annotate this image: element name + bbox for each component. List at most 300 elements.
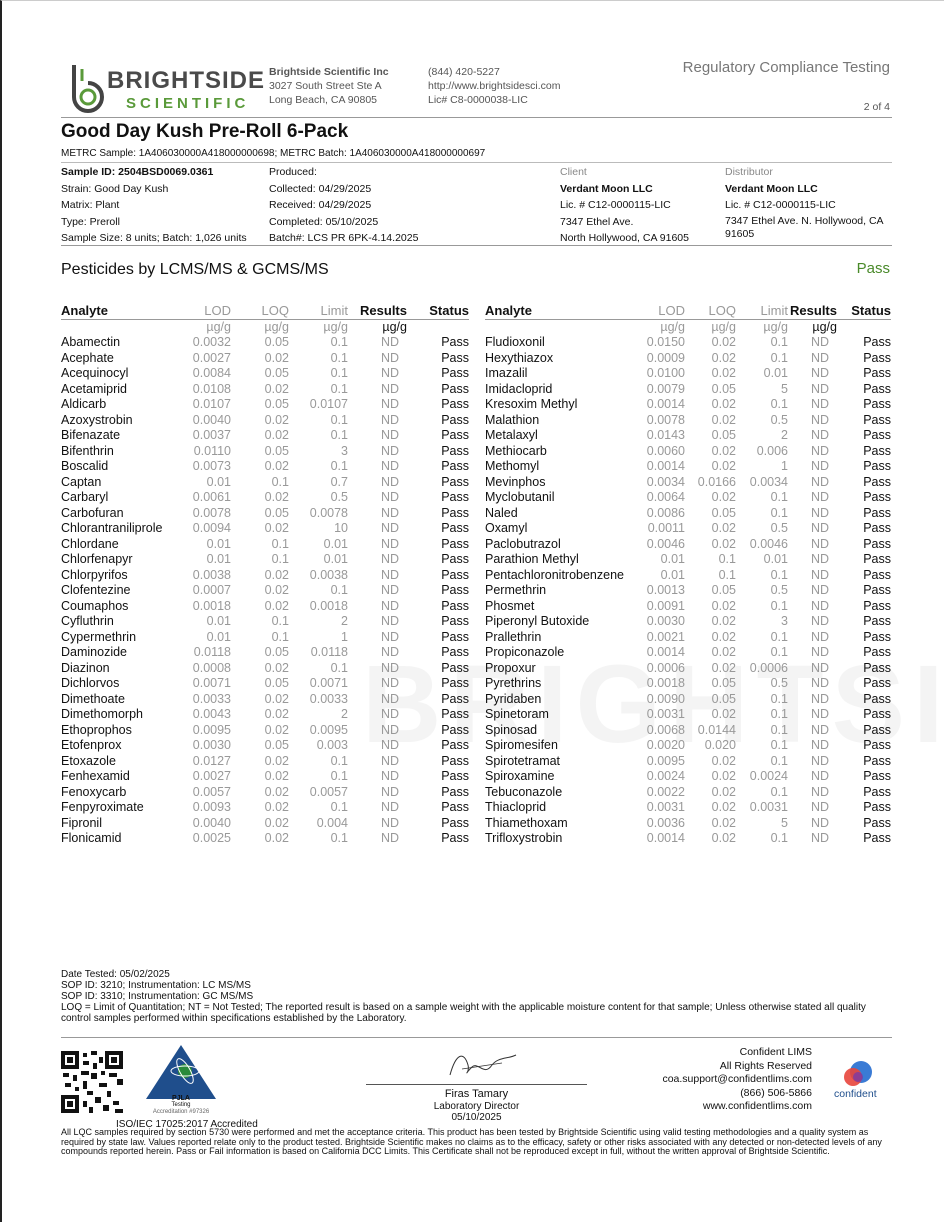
- cell-status: Pass: [863, 335, 891, 349]
- cell-result: ND: [810, 505, 829, 520]
- table-row: [485, 428, 891, 444]
- lims-info: [662, 1046, 812, 1114]
- cell-analyte: Parathion Methyl: [485, 552, 579, 566]
- cell-result: ND: [810, 722, 829, 737]
- cell-analyte: Malathion: [485, 412, 540, 427]
- cell-analyte: Propiconazole: [485, 645, 565, 659]
- cell-lod: 0.0032: [192, 335, 231, 349]
- cell-result: ND: [810, 397, 829, 411]
- sample-size: Sample Size: 8 units; Batch: 1,026 units: [61, 232, 247, 244]
- cell-result: ND: [380, 598, 399, 613]
- signer-block: [366, 1089, 587, 1124]
- cell-loq: 0.02: [264, 784, 289, 799]
- cell-analyte: Myclobutanil: [485, 490, 555, 504]
- cell-lod: 0.0110: [193, 443, 231, 458]
- distributor-name: Verdant Moon LLC: [725, 182, 818, 195]
- cell-result: ND: [380, 412, 399, 427]
- cell-loq: 0.05: [264, 738, 289, 752]
- cell-analyte: Fenhexamid: [61, 769, 130, 783]
- cell-limit: 0.5: [330, 490, 348, 504]
- cell-loq: 0.02: [711, 645, 736, 659]
- table-row: [485, 676, 891, 692]
- cell-result: ND: [380, 815, 399, 830]
- cell-status: Pass: [441, 567, 469, 582]
- cell-result: ND: [380, 443, 399, 458]
- cell-loq: 0.05: [264, 366, 289, 380]
- cell-limit: 0.01: [763, 552, 788, 566]
- cell-loq: 0.1: [271, 552, 289, 566]
- title-divider: [61, 162, 892, 163]
- cell-lod: 0.0014: [646, 459, 685, 473]
- sample-strain: Strain: Good Day Kush: [61, 182, 169, 195]
- table-row: [485, 506, 891, 522]
- cell-result: ND: [810, 567, 829, 582]
- table-row: [61, 738, 469, 754]
- cell-loq: 0.02: [711, 366, 736, 380]
- cell-lod: 0.0014: [646, 397, 685, 411]
- cell-limit: 0.1: [330, 366, 348, 380]
- cell-lod: 0.0061: [192, 490, 231, 504]
- cell-loq: 0.02: [264, 660, 289, 675]
- cell-lod: 0.0064: [646, 490, 685, 504]
- cell-status: Pass: [863, 753, 891, 768]
- cell-analyte: Fipronil: [61, 815, 102, 830]
- cell-status: Pass: [441, 738, 469, 752]
- pesticide-table-right: [485, 303, 891, 847]
- cell-loq: 0.0144: [697, 722, 736, 737]
- cell-analyte: Coumaphos: [61, 598, 129, 613]
- cell-status: Pass: [441, 474, 469, 489]
- cell-analyte: Permethrin: [485, 583, 547, 597]
- cell-loq: 0.05: [264, 443, 289, 458]
- cell-limit: 0.003: [316, 738, 348, 752]
- cell-analyte: Carbaryl: [61, 490, 109, 504]
- cell-result: ND: [380, 350, 399, 365]
- cell-status: Pass: [863, 800, 891, 814]
- cell-limit: 0.1: [770, 753, 788, 768]
- logo-wordmark-bottom: SCIENTIFIC: [126, 95, 250, 112]
- unit-results: µg/g: [382, 319, 407, 334]
- cell-analyte: Phosmet: [485, 598, 535, 613]
- lims-email[interactable]: coa.support@confidentlims.com: [662, 1073, 812, 1085]
- cell-status: Pass: [441, 660, 469, 675]
- col-lod: LOD: [204, 303, 231, 318]
- cell-lod: 0.0034: [646, 474, 685, 489]
- cell-analyte: Hexythiazox: [485, 350, 554, 365]
- cell-status: Pass: [441, 800, 469, 814]
- cell-status: Pass: [441, 629, 469, 644]
- signer-title: Laboratory Director: [433, 1100, 520, 1112]
- cell-analyte: Trifloxystrobin: [485, 831, 563, 845]
- cell-loq: 0.1: [271, 536, 289, 551]
- cell-loq: 0.05: [264, 676, 289, 690]
- cell-status: Pass: [863, 505, 891, 520]
- cell-loq: 0.02: [711, 831, 736, 845]
- cell-result: ND: [810, 459, 829, 473]
- unit-limit: µg/g: [323, 319, 348, 334]
- cell-lod: 0.01: [206, 552, 231, 566]
- table-row: [485, 661, 891, 677]
- pjla-label: PJLA: [172, 1095, 190, 1102]
- table-row: [485, 816, 891, 832]
- cell-status: Pass: [863, 381, 891, 396]
- cell-loq: 0.02: [264, 815, 289, 830]
- cell-lod: 0.0038: [192, 567, 231, 582]
- table-row: [61, 707, 469, 723]
- unit-lod: µg/g: [206, 319, 231, 334]
- cell-limit: 0.1: [770, 490, 788, 504]
- cell-loq: 0.02: [264, 722, 289, 737]
- table-row: [61, 614, 469, 630]
- table-row: [61, 397, 469, 413]
- table-row: [61, 475, 469, 491]
- cell-result: ND: [380, 505, 399, 520]
- cell-analyte: Pentachloronitrobenzene: [485, 567, 624, 582]
- cell-limit: 0.1: [330, 831, 348, 845]
- cell-result: ND: [810, 474, 829, 489]
- cell-analyte: Naled: [485, 505, 518, 520]
- cell-status: Pass: [441, 459, 469, 473]
- cell-status: Pass: [863, 459, 891, 473]
- unit-spacer: [485, 319, 637, 335]
- cell-lod: 0.0057: [192, 784, 231, 799]
- cell-limit: 0.1: [330, 660, 348, 675]
- report-type: Regulatory Compliance Testing: [682, 59, 890, 76]
- cell-lod: 0.0024: [646, 769, 685, 783]
- cell-loq: 0.05: [711, 583, 736, 597]
- cell-limit: 0.006: [756, 443, 788, 458]
- cell-result: ND: [810, 412, 829, 427]
- cell-loq: 0.05: [711, 676, 736, 690]
- cell-loq: 0.02: [264, 490, 289, 504]
- table-row: [485, 459, 891, 475]
- cell-loq: 0.05: [264, 505, 289, 520]
- sop-lcms: SOP ID: 3210; Instrumentation: LC MS/MS: [61, 980, 251, 991]
- cell-limit: 0.1: [330, 412, 348, 427]
- cell-limit: 0.1: [770, 505, 788, 520]
- cell-loq: 0.1: [718, 552, 736, 566]
- qr-code-icon: [61, 1051, 123, 1113]
- cell-limit: 0.0031: [749, 800, 788, 814]
- cell-analyte: Clofentezine: [61, 583, 131, 597]
- cell-loq: 0.02: [711, 784, 736, 799]
- distributor-address2: 91605: [725, 227, 755, 240]
- table-row: [485, 800, 891, 816]
- cell-limit: 0.004: [316, 815, 348, 830]
- table-row: [485, 444, 891, 460]
- client-info: [560, 164, 689, 247]
- cell-lod: 0.0071: [192, 676, 231, 690]
- cell-result: ND: [380, 583, 399, 597]
- table-row: [485, 645, 891, 661]
- unit-loq: µg/g: [264, 319, 289, 334]
- cell-lod: 0.0060: [646, 443, 685, 458]
- lims-website[interactable]: www.confidentlims.com: [702, 1100, 812, 1112]
- cell-limit: 0.1: [330, 769, 348, 783]
- cell-result: ND: [810, 707, 829, 721]
- cell-analyte: Kresoxim Methyl: [485, 397, 578, 411]
- cell-limit: 0.1: [330, 350, 348, 365]
- cell-analyte: Cyfluthrin: [61, 614, 114, 628]
- cell-loq: 0.05: [711, 505, 736, 520]
- unit-lod: µg/g: [660, 319, 685, 334]
- cell-status: Pass: [441, 831, 469, 845]
- cell-lod: 0.0030: [646, 614, 685, 628]
- cell-loq: 0.02: [711, 459, 736, 473]
- cell-result: ND: [810, 676, 829, 690]
- cell-loq: 0.1: [271, 629, 289, 644]
- cell-limit: 1: [781, 459, 788, 473]
- cell-analyte: Bifenthrin: [61, 443, 114, 458]
- cell-result: ND: [380, 428, 399, 442]
- cell-result: ND: [380, 722, 399, 737]
- table-row: [61, 800, 469, 816]
- cell-loq: 0.02: [264, 350, 289, 365]
- sign-date: 05/10/2025: [451, 1112, 502, 1123]
- client-label: Client: [560, 166, 587, 178]
- unit-results: µg/g: [812, 319, 837, 334]
- cell-loq: 0.05: [711, 428, 736, 442]
- signer-name: Firas Tamary: [444, 1088, 509, 1100]
- cell-analyte: Fenoxycarb: [61, 784, 127, 799]
- cell-loq: 0.02: [264, 753, 289, 768]
- cell-lod: 0.0079: [646, 381, 685, 396]
- cell-lod: 0.0073: [192, 459, 231, 473]
- cell-analyte: Etofenprox: [61, 738, 122, 752]
- col-results: Results: [360, 303, 407, 318]
- cell-analyte: Flonicamid: [61, 831, 122, 845]
- cell-limit: 0.5: [770, 583, 788, 597]
- cell-limit: 0.1: [330, 800, 348, 814]
- cell-limit: 0.1: [330, 428, 348, 442]
- cell-analyte: Carbofuran: [61, 505, 124, 520]
- cell-status: Pass: [441, 505, 469, 520]
- cell-loq: 0.02: [264, 769, 289, 783]
- unit-limit: µg/g: [763, 319, 788, 334]
- table-row: [485, 614, 891, 630]
- cell-result: ND: [810, 552, 829, 566]
- cell-lod: 0.0018: [192, 598, 231, 613]
- cell-lod: 0.01: [660, 552, 685, 566]
- cell-limit: 3: [341, 443, 348, 458]
- lab-website[interactable]: http://www.brightsidesci.com: [428, 80, 561, 92]
- confident-logo-icon: [840, 1059, 878, 1089]
- cell-status: Pass: [441, 366, 469, 380]
- cell-lod: 0.0014: [646, 831, 685, 845]
- cell-limit: 0.1: [770, 629, 788, 644]
- cell-status: Pass: [441, 397, 469, 411]
- cell-result: ND: [810, 536, 829, 551]
- table-row: [485, 351, 891, 367]
- cell-lod: 0.0068: [646, 722, 685, 737]
- table-row: [485, 583, 891, 599]
- client-address2: North Hollywood, CA 91605: [560, 232, 689, 244]
- cell-status: Pass: [863, 598, 891, 613]
- lims-rights: All Rights Reserved: [719, 1059, 812, 1072]
- cell-loq: 0.0166: [697, 474, 736, 489]
- cell-lod: 0.0086: [646, 505, 685, 520]
- cell-lod: 0.0043: [192, 707, 231, 721]
- cell-result: ND: [380, 676, 399, 690]
- table-row: [61, 785, 469, 801]
- cell-analyte: Aldicarb: [61, 397, 107, 411]
- cell-status: Pass: [863, 629, 891, 644]
- cell-analyte: Chlorantraniliprole: [61, 521, 163, 535]
- cell-result: ND: [380, 769, 399, 783]
- pjla-accreditation-logo-icon: [144, 1043, 218, 1101]
- cell-loq: 0.02: [711, 800, 736, 814]
- cell-analyte: Spiroxamine: [485, 769, 555, 783]
- cell-result: ND: [810, 800, 829, 814]
- cell-loq: 0.02: [264, 831, 289, 845]
- cell-limit: 0.1: [330, 335, 348, 349]
- cell-limit: 0.0034: [749, 474, 788, 489]
- cell-limit: 0.0057: [309, 784, 348, 799]
- cell-status: Pass: [441, 598, 469, 613]
- table-row: [485, 630, 891, 646]
- cell-status: Pass: [863, 784, 891, 799]
- cell-analyte: Propoxur: [485, 660, 536, 675]
- cell-analyte: Azoxystrobin: [61, 412, 133, 427]
- cell-status: Pass: [863, 474, 891, 489]
- table-row: [485, 413, 891, 429]
- cell-status: Pass: [863, 552, 891, 566]
- distributor-info: [725, 164, 895, 240]
- cell-status: Pass: [441, 490, 469, 504]
- cell-analyte: Methomyl: [485, 459, 540, 473]
- cell-loq: 0.02: [711, 412, 736, 427]
- cell-status: Pass: [441, 722, 469, 737]
- cell-lod: 0.0020: [646, 738, 685, 752]
- cell-result: ND: [380, 738, 399, 752]
- iso-accreditation: ISO/IEC 17025:2017 Accredited: [116, 1119, 258, 1130]
- distributor-license: Lic. # C12-0000115-LIC: [725, 199, 836, 211]
- cell-limit: 0.01: [763, 366, 788, 380]
- cell-lod: 0.0011: [647, 521, 685, 535]
- cell-loq: 0.02: [264, 598, 289, 613]
- cell-loq: 0.02: [264, 707, 289, 721]
- brightside-logo-icon: [66, 61, 106, 117]
- cell-limit: 0.1: [330, 583, 348, 597]
- cell-loq: 0.02: [711, 629, 736, 644]
- cell-limit: 0.1: [770, 707, 788, 721]
- table-row: [61, 351, 469, 367]
- table-row: [485, 382, 891, 398]
- cell-loq: 0.02: [264, 381, 289, 396]
- cell-status: Pass: [863, 676, 891, 690]
- cell-result: ND: [810, 629, 829, 644]
- cell-analyte: Imidacloprid: [485, 381, 553, 396]
- cell-result: ND: [810, 381, 829, 396]
- cell-status: Pass: [863, 490, 891, 504]
- cell-analyte: Tebuconazole: [485, 784, 563, 799]
- cell-status: Pass: [863, 691, 891, 706]
- cell-result: ND: [810, 784, 829, 799]
- cell-limit: 0.0107: [309, 397, 348, 411]
- lims-name: Confident LIMS: [739, 1046, 812, 1058]
- cell-status: Pass: [441, 614, 469, 628]
- cell-analyte: Captan: [61, 474, 102, 489]
- sample-type: Type: Preroll: [61, 215, 120, 228]
- table-row: [485, 723, 891, 739]
- received-date: Received: 04/29/2025: [269, 199, 372, 211]
- cell-result: ND: [810, 598, 829, 613]
- table-row: [61, 459, 469, 475]
- cell-analyte: Acetamiprid: [61, 381, 127, 396]
- table-row: [61, 366, 469, 382]
- cell-lod: 0.0033: [192, 691, 231, 706]
- table-row: [485, 738, 891, 754]
- cell-result: ND: [810, 443, 829, 458]
- cell-lod: 0.0031: [646, 800, 685, 814]
- cell-lod: 0.0127: [192, 753, 231, 768]
- cell-status: Pass: [863, 769, 891, 783]
- cell-status: Pass: [441, 691, 469, 706]
- cell-limit: 0.0024: [749, 769, 788, 783]
- cell-result: ND: [380, 474, 399, 489]
- notes-divider: [61, 1037, 892, 1038]
- cell-analyte: Acequinocyl: [61, 366, 129, 380]
- cell-lod: 0.0018: [646, 676, 685, 690]
- cell-analyte: Dichlorvos: [61, 676, 120, 690]
- table-row: [61, 428, 469, 444]
- col-limit: Limit: [760, 303, 788, 318]
- cell-status: Pass: [441, 381, 469, 396]
- table-row: [61, 723, 469, 739]
- cell-result: ND: [380, 660, 399, 675]
- cell-analyte: Chlorpyrifos: [61, 567, 128, 582]
- cell-analyte: Cypermethrin: [61, 629, 137, 644]
- cell-limit: 0.1: [770, 350, 788, 365]
- cell-lod: 0.0040: [192, 815, 231, 830]
- lab-address1: 3027 South Street Ste A: [269, 80, 382, 92]
- sample-id: Sample ID: 2504BSD0069.0361: [61, 166, 214, 178]
- cell-lod: 0.0021: [646, 629, 685, 644]
- test-notes: [61, 969, 891, 1024]
- cell-lod: 0.0090: [646, 691, 685, 706]
- cell-lod: 0.0031: [646, 707, 685, 721]
- cell-lod: 0.0078: [646, 412, 685, 427]
- col-status: Status: [851, 303, 891, 318]
- cell-lod: 0.0078: [192, 505, 231, 520]
- table-row: [485, 754, 891, 770]
- cell-lod: 0.0027: [192, 350, 231, 365]
- cell-limit: 0.01: [323, 552, 348, 566]
- cell-limit: 0.0006: [749, 660, 788, 675]
- table-row: [485, 537, 891, 553]
- table-row: [61, 583, 469, 599]
- client-license: Lic. # C12-0000115-LIC: [560, 199, 671, 211]
- cell-status: Pass: [441, 769, 469, 783]
- cell-loq: 0.02: [711, 753, 736, 768]
- cell-status: Pass: [863, 738, 891, 752]
- cell-result: ND: [380, 335, 399, 349]
- table-row: [61, 769, 469, 785]
- confident-wordmark: confident: [834, 1088, 877, 1100]
- col-loq: LOQ: [261, 303, 289, 318]
- cell-analyte: Acephate: [61, 350, 114, 365]
- cell-limit: 0.01: [323, 536, 348, 551]
- unit-spacer: [837, 319, 891, 335]
- cell-analyte: Spirotetramat: [485, 753, 561, 768]
- cell-result: ND: [810, 660, 829, 675]
- cell-limit: 2: [781, 428, 788, 442]
- cell-analyte: Abamectin: [61, 335, 121, 349]
- cell-lod: 0.0046: [646, 536, 685, 551]
- cell-result: ND: [380, 397, 399, 411]
- table-row: [61, 661, 469, 677]
- cell-result: ND: [810, 645, 829, 659]
